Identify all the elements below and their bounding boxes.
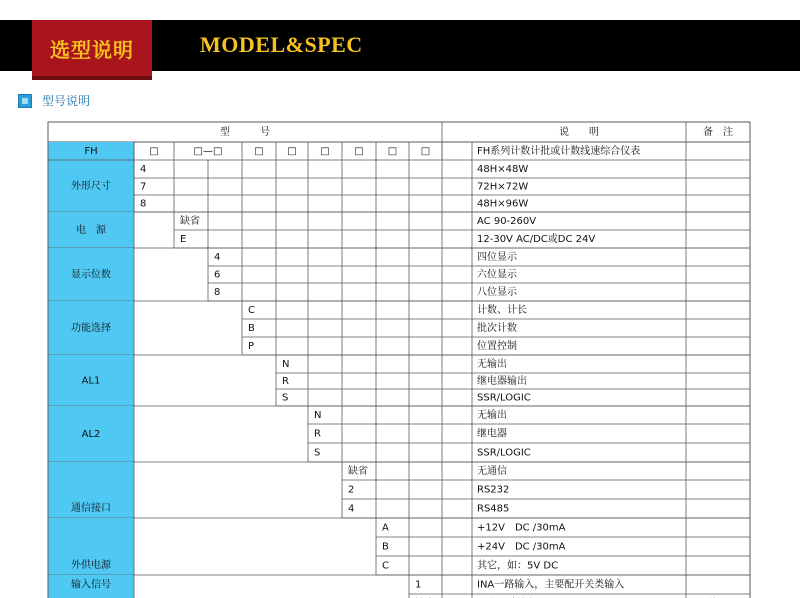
header-note: 备 注 bbox=[703, 127, 733, 138]
option-code: 6 bbox=[214, 269, 221, 281]
option-desc: SSR/LOGIC bbox=[477, 392, 531, 404]
option-code: S bbox=[314, 447, 321, 459]
option-code: R bbox=[314, 428, 321, 440]
group-label: 外供电源 bbox=[71, 560, 111, 571]
fh-box: □ bbox=[254, 146, 264, 157]
option-desc: 八位显示 bbox=[477, 287, 517, 298]
option-desc: 48H×96W bbox=[477, 198, 529, 210]
option-desc: RS485 bbox=[477, 503, 510, 515]
option-code: C bbox=[382, 560, 389, 572]
group-label: 外形尺寸 bbox=[71, 181, 111, 192]
option-code: 8 bbox=[214, 287, 221, 298]
option-code: 缺省 bbox=[180, 216, 200, 227]
option-code: 4 bbox=[140, 164, 147, 175]
header-model: 型 号 bbox=[220, 127, 270, 138]
header-row bbox=[48, 122, 750, 142]
option-desc: 六位显示 bbox=[477, 269, 517, 281]
option-desc: +12V DC /30mA bbox=[477, 522, 566, 534]
section-label: 型号说明 bbox=[42, 94, 91, 108]
option-code: C bbox=[248, 305, 255, 316]
option-code: N bbox=[282, 359, 290, 370]
banner-tab-label: 选型说明 bbox=[50, 37, 134, 62]
banner-title: MODEL&SPEC bbox=[200, 32, 363, 57]
option-code: 4 bbox=[214, 252, 221, 263]
option-code: E bbox=[180, 234, 187, 245]
group-label: 功能选择 bbox=[71, 323, 111, 334]
option-desc: 批次计数 bbox=[477, 323, 517, 334]
fh-box: □ bbox=[287, 146, 297, 157]
option-desc: 无输出 bbox=[477, 359, 507, 370]
option-code: N bbox=[314, 410, 322, 421]
group-label: 通信接口 bbox=[71, 503, 111, 514]
option-desc: 其它，如：5V DC bbox=[477, 560, 559, 572]
fh-box: □ bbox=[320, 146, 330, 157]
option-code: 4 bbox=[348, 503, 355, 515]
option-desc: AC 90-260V bbox=[477, 216, 537, 227]
option-code: 2 bbox=[348, 484, 355, 496]
option-code: 缺省 bbox=[348, 466, 368, 477]
option-desc: 位置控制 bbox=[477, 341, 517, 352]
group-label: 显示位数 bbox=[71, 269, 111, 281]
fh-box: □—□ bbox=[193, 146, 223, 157]
fh-box: □ bbox=[387, 146, 398, 157]
option-code: P bbox=[248, 341, 255, 352]
group-label: AL2 bbox=[81, 429, 101, 440]
option-desc: 四位显示 bbox=[477, 252, 517, 263]
option-desc: 计数、计长 bbox=[477, 305, 527, 316]
option-desc: 48H×48W bbox=[477, 164, 529, 175]
option-desc: 继电器 bbox=[477, 428, 507, 440]
fh-label: FH bbox=[84, 146, 98, 157]
header-desc: 说 明 bbox=[559, 127, 599, 138]
option-desc: INA一路输入，主要配开关类输入 bbox=[477, 579, 625, 591]
option-desc: RS232 bbox=[477, 484, 510, 496]
option-desc: 12-30V AC/DC或DC 24V bbox=[477, 234, 596, 245]
fh-box: □ bbox=[149, 146, 159, 157]
fh-desc: FH系列计数计批或计数线速综合仪表 bbox=[477, 146, 641, 157]
option-code: B bbox=[248, 323, 255, 334]
option-desc: 无通信 bbox=[477, 466, 507, 477]
fh-box: □ bbox=[420, 146, 431, 157]
option-code: 8 bbox=[140, 198, 147, 210]
option-code: A bbox=[382, 522, 389, 534]
group-label: AL1 bbox=[81, 375, 101, 387]
option-code: 7 bbox=[140, 181, 147, 193]
option-code: 1 bbox=[415, 579, 422, 591]
option-code: B bbox=[382, 541, 389, 553]
option-code: S bbox=[282, 392, 289, 404]
option-desc: 继电器输出 bbox=[477, 376, 527, 387]
option-desc: 无输出 bbox=[477, 410, 507, 421]
option-desc: SSR/LOGIC bbox=[477, 447, 531, 459]
group-label: 电 源 bbox=[76, 225, 106, 236]
group-label: 输入信号 bbox=[71, 579, 111, 591]
fh-box: □ bbox=[354, 146, 364, 157]
option-code: R bbox=[282, 376, 289, 387]
option-desc: +24V DC /30mA bbox=[477, 541, 566, 553]
option-desc: 72H×72W bbox=[477, 181, 529, 193]
